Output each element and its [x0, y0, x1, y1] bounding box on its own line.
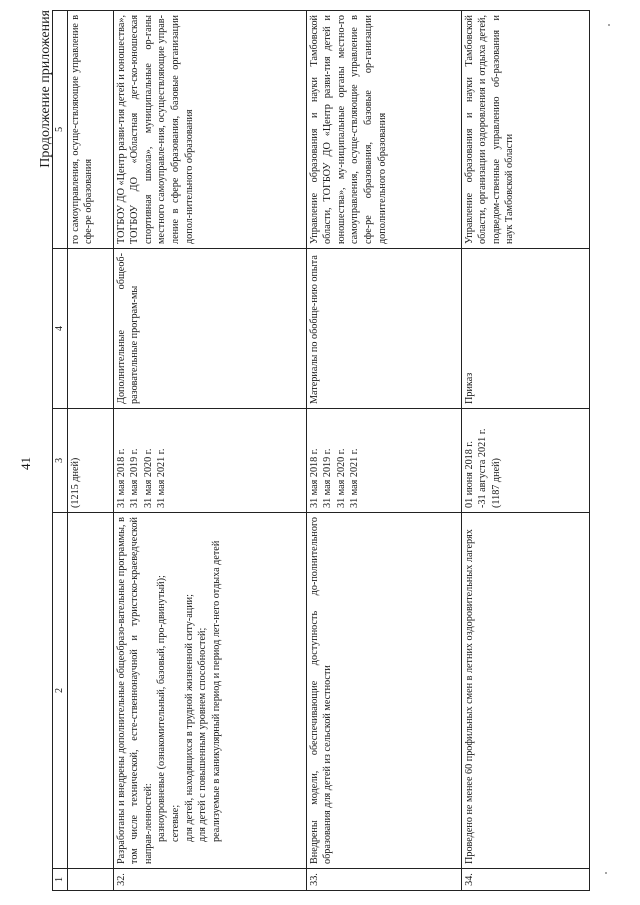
deadline-date: 31 мая 2019 г.: [322, 448, 334, 508]
scan-speck: [608, 24, 610, 26]
header-col-3: 3: [53, 409, 68, 513]
deadline-date: 01 июня 2018 г.: [463, 441, 475, 508]
deadline-date: 31 мая 2021 г.: [349, 448, 361, 508]
scan-speck: [605, 872, 607, 874]
carry-cell-2: [67, 513, 113, 869]
deadline-date: 31 мая 2019 г.: [129, 448, 141, 508]
result-type: Материалы по обобще-нию опыта: [306, 249, 461, 409]
page-number: 41: [18, 457, 33, 470]
row-number: 33.: [306, 869, 461, 891]
table-row: [306, 11, 461, 891]
carry-duration: (1215 дней): [67, 409, 113, 513]
header-col-5: 5: [53, 11, 68, 249]
activity-item: разноуровневые (ознакомительный, базовый, про-двинутый);: [156, 575, 168, 842]
activity-item: для детей с повышенным уровнем способностей;: [197, 627, 209, 842]
activity-cell: [113, 513, 306, 869]
deadline-date: 31 мая 2020 г.: [142, 448, 154, 508]
result-type: Дополнительные общеоб-разовательные програм-мы: [113, 249, 306, 409]
activity-item: реализуемые в каникулярный период и период лет-него отдыха детей: [210, 540, 222, 842]
responsible-cell: Управление образования и науки Тамбовской области, ТОГБОУ ДО «Центр разви-тия детей и юношества», му-ниципальные органы местно-го самоуправления, осуще-ствляющие управление в сфе-ре образования, базовые ор-ганизации дополнительного образования: [306, 11, 461, 249]
deadline-cell: [306, 409, 461, 513]
deadline-date: 31 мая 2018 г.: [308, 448, 320, 508]
deadline-date: 31 мая 2021 г.: [156, 448, 168, 508]
row-number: 34.: [461, 869, 589, 891]
activity-item: для детей, находящихся в трудной жизненной ситу-ации;: [183, 594, 195, 842]
header-col-1: 1: [53, 869, 68, 891]
carry-cell-1: [67, 869, 113, 891]
activity-item: сетевые;: [169, 804, 181, 842]
responsible-cell: Управление образования и науки Тамбовской области, организации оздоровления и отдыха детей, подведом-ственные управлению об-разования и наук Тамбовской области: [461, 11, 589, 249]
activity-text: Проведено не менее 60 профильных смен в летних оздоровительных лагерях: [461, 513, 589, 869]
deadline-cell: [461, 409, 589, 513]
header-col-2: 2: [53, 513, 68, 869]
deadline-cell: [113, 409, 306, 513]
plan-table: [52, 10, 590, 891]
carry-over-row: [67, 11, 113, 891]
continuation-label: Продолжение приложения: [38, 10, 53, 168]
activity-text: Разработаны и внедрены дополнительные общеобразо-вательные программы, в том числе технической, есте-ственнонаучной и туристско-краеведческой направ-ленностей:: [115, 517, 154, 864]
deadline-duration: (1187 дней): [490, 458, 502, 508]
header-col-4: 4: [53, 249, 68, 409]
responsible-cell: ТОГБОУ ДО «Центр разви-тия детей и юношества», ТОГБОУ ДО «Областная дет-ско-юношеская спортивная школа», муниципальные ор-ганы местного самоуправле-ния, осуществляющие управ-ление в сфере образования, базовые организации допол-нительного образования: [113, 11, 306, 249]
deadline-date: 31 мая 2020 г.: [335, 448, 347, 508]
table-row: [113, 11, 306, 891]
table-row: [461, 11, 589, 891]
result-type: Приказ: [461, 249, 589, 409]
table-header-row: [53, 11, 68, 891]
deadline-date: -31 августа 2021 г.: [477, 428, 489, 508]
deadline-date: 31 мая 2018 г.: [115, 448, 127, 508]
activity-text: Внедрены модели, обеспечивающие доступность до-полнительного образования для детей из сельской местности: [306, 513, 461, 869]
carry-cell-4: [67, 249, 113, 409]
row-number: 32.: [113, 869, 306, 891]
carry-responsible: го самоуправления, осуще-ствляющие управление в сфе-ре образования: [67, 11, 113, 249]
